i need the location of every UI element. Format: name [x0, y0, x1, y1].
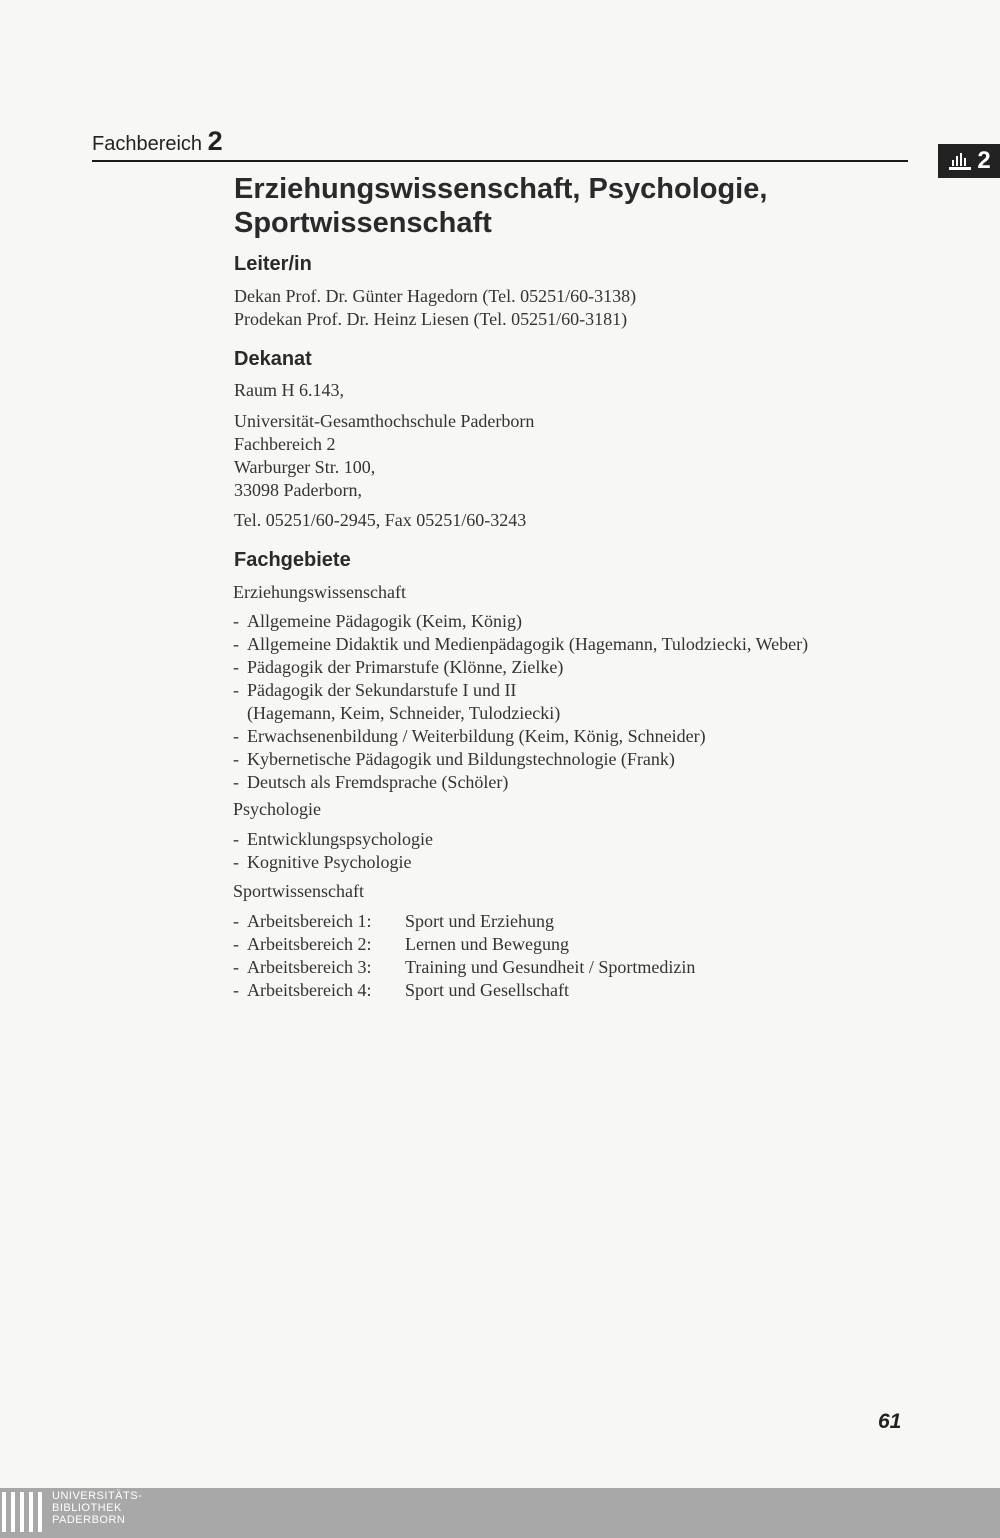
- sport-list: [233, 910, 695, 1002]
- list-item: - Deutsch als Fremdsprache (Schöler): [233, 772, 509, 792]
- list-item: - Pädagogik der Primarstufe (Klönne, Zielke): [233, 657, 564, 677]
- list-item: - Arbeitsbereich 4: Sport und Gesellschaft: [233, 980, 569, 1000]
- leitung-line: Prodekan Prof. Dr. Heinz Liesen (Tel. 05251/60-3181): [234, 309, 628, 329]
- list-item: - Allgemeine Pädagogik (Keim, König): [233, 611, 522, 631]
- page-title-line-1: Erziehungswissenschaft, Psychologie,: [234, 173, 768, 205]
- section-tab-number: 2: [977, 147, 991, 174]
- leitung-heading: Leiter/in: [234, 253, 312, 275]
- list-item: - Entwicklungspsychologie: [233, 829, 433, 849]
- header-rule: [92, 160, 908, 162]
- list-item: - Kybernetische Pädagogik und Bildungstechnologie (Frank): [233, 749, 675, 769]
- address-line: Warburger Str. 100,: [234, 457, 376, 477]
- psychologie-label: Psychologie: [233, 799, 321, 819]
- list-item: - Erwachsenenbildung / Weiterbildung (Keim, König, Schneider): [233, 726, 706, 746]
- list-item-continuation: (Hagemann, Keim, Schneider, Tulodziecki): [247, 703, 561, 723]
- page-number: 61: [878, 1410, 902, 1433]
- list-item: - Arbeitsbereich 3: Training und Gesundheit / Sportmedizin: [233, 957, 696, 977]
- page-title-line-2: Sportwissenschaft: [234, 207, 492, 239]
- leitung-line: Dekan Prof. Dr. Günter Hagedorn (Tel. 05251/60-3138): [234, 286, 637, 306]
- dekanat-address: [234, 410, 534, 502]
- list-item: - Arbeitsbereich 1: Sport und Erziehung: [233, 911, 554, 931]
- section-header-number: 2: [207, 126, 223, 156]
- sport-label: Sportwissenschaft: [233, 881, 364, 901]
- list-item: - Pädagogik der Sekundarstufe I und II: [233, 680, 517, 700]
- fachgebiete-heading: Fachgebiete: [234, 549, 351, 571]
- list-item: - Allgemeine Didaktik und Medienpädagogik (Hagemann, Tulodziecki, Weber): [233, 634, 809, 654]
- address-line: 33098 Paderborn,: [234, 480, 362, 500]
- dekanat-heading: Dekanat: [234, 348, 312, 370]
- page-title: [234, 172, 767, 240]
- list-item: - Kognitive Psychologie: [233, 852, 412, 872]
- dekanat-room: Raum H 6.143,: [234, 380, 344, 400]
- leitung-block: [234, 285, 636, 331]
- erziehung-list: [233, 610, 808, 794]
- section-header: [92, 126, 223, 157]
- list-item: - Arbeitsbereich 2: Lernen und Bewegung: [233, 934, 569, 954]
- section-tab: [938, 144, 1000, 178]
- address-line: Universität-Gesamthochschule Paderborn: [234, 411, 535, 431]
- hand-logo-icon: [947, 148, 973, 174]
- erziehung-label: Erziehungswissenschaft: [233, 582, 406, 602]
- address-line: Fachbereich 2: [234, 434, 336, 454]
- section-header-label: Fachbereich: [92, 133, 203, 155]
- library-footer: [0, 1488, 1000, 1538]
- library-logo-icon: [2, 1492, 42, 1532]
- dekanat-contact: Tel. 05251/60-2945, Fax 05251/60-3243: [234, 510, 527, 530]
- psychologie-list: [233, 828, 433, 874]
- library-name: UNIVERSITÄTS- BIBLIOTHEK PADERBORN: [52, 1490, 143, 1526]
